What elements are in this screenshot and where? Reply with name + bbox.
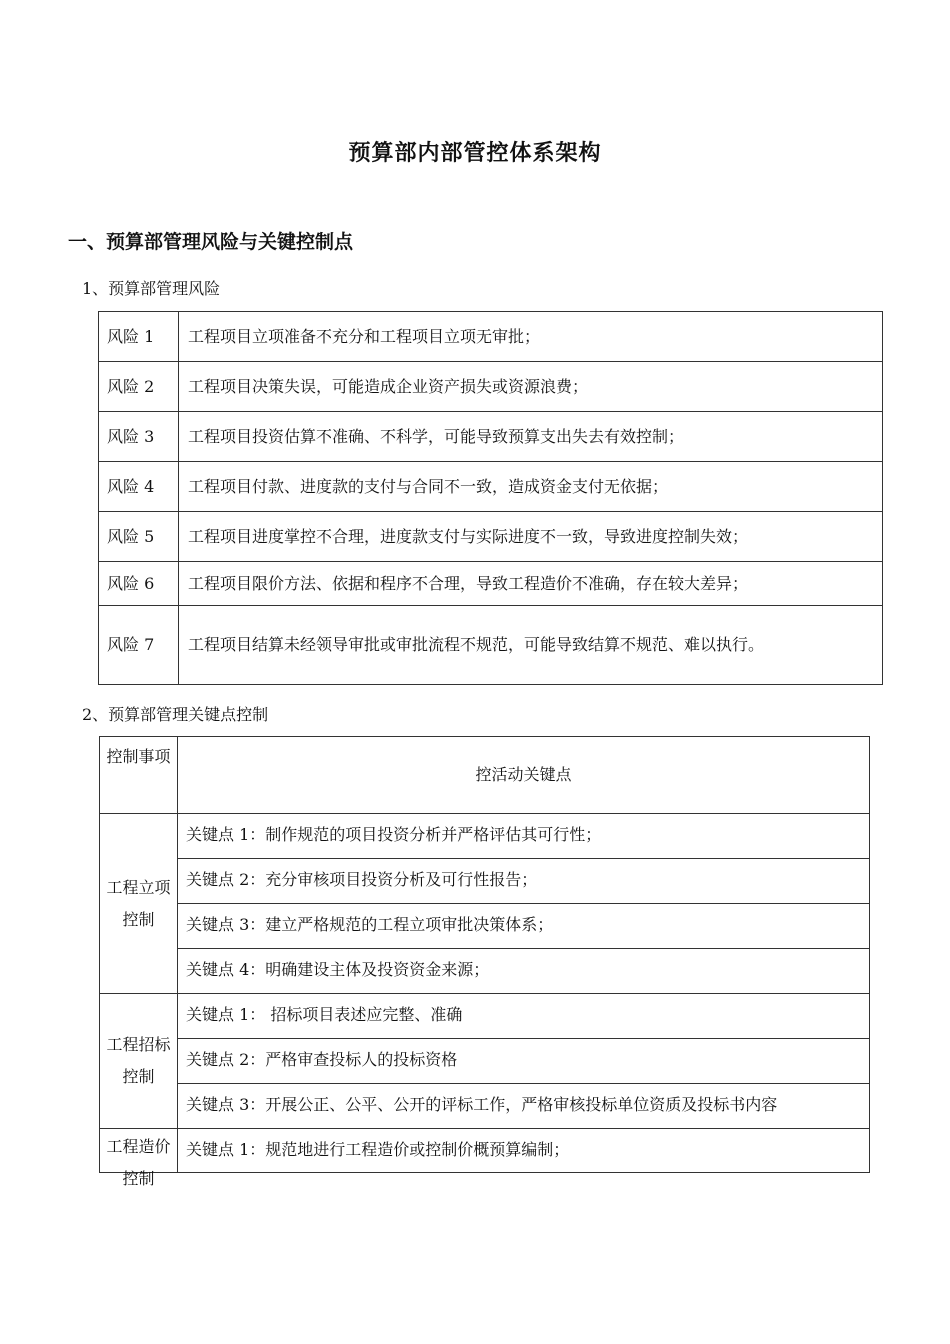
risk-description: 工程项目限价方法、依据和程序不合理，导致工程造价不准确，存在较大差异； <box>179 562 883 606</box>
document-title: 预算部内部管控体系架构 <box>348 141 602 166</box>
risk-description: 工程项目立项准备不充分和工程项目立项无审批； <box>179 312 883 362</box>
risk-row <box>99 412 883 462</box>
table-row <box>100 1129 870 1173</box>
risk-label: 风险 5 <box>99 512 179 562</box>
risk-label: 风险 7 <box>99 606 179 685</box>
risk-label: 风险 4 <box>99 462 179 512</box>
risk-label: 风险 6 <box>99 562 179 606</box>
category-tender-control: 工程招标控制 <box>100 994 178 1129</box>
table-row <box>100 904 870 949</box>
risk-label: 风险 2 <box>99 362 179 412</box>
key-point: 关键点 2：严格审查投标人的投标资格 <box>178 1039 870 1084</box>
key-point: 关键点 1：制作规范的项目投资分析并严格评估其可行性； <box>178 814 870 859</box>
table-row <box>100 994 870 1039</box>
risk-row <box>99 462 883 512</box>
table-row <box>100 859 870 904</box>
risk-description: 工程项目结算未经领导审批或审批流程不规范，可能导致结算不规范、难以执行。 <box>179 606 883 685</box>
header-control-item: 控制事项 <box>100 737 178 814</box>
header-key-points: 控活动关键点 <box>178 737 870 814</box>
table-row <box>100 1084 870 1129</box>
category-text-clipped: 工程造价控制 <box>106 1137 171 1188</box>
key-point <box>178 1084 870 1129</box>
subheading-management-risks: 1、预算部管理风险 <box>82 279 221 298</box>
table-row <box>100 949 870 994</box>
table-row <box>100 814 870 859</box>
risk-description: 工程项目决策失误，可能造成企业资产损失或资源浪费； <box>179 362 883 412</box>
risk-row <box>99 362 883 412</box>
risk-description: 工程项目付款、进度款的支付与合同不一致，造成资金支付无依据； <box>179 462 883 512</box>
risk-table <box>98 311 883 685</box>
key-point: 关键点 2：充分审核项目投资分析及可行性报告； <box>178 859 870 904</box>
key-point: 关键点 3：建立严格规范的工程立项审批决策体系； <box>178 904 870 949</box>
table-row <box>100 1039 870 1084</box>
control-table <box>99 736 870 1188</box>
category-cost-control <box>100 1129 178 1188</box>
risk-row <box>99 312 883 362</box>
risk-label: 风险 1 <box>99 312 179 362</box>
risk-row <box>99 606 883 685</box>
key-point: 关键点 4：明确建设主体及投资资金来源； <box>178 949 870 994</box>
subheading-key-point-control: 2、预算部管理关键点控制 <box>82 705 269 724</box>
risk-row <box>99 512 883 562</box>
risk-row <box>99 562 883 606</box>
section-heading-risk-and-control: 一、预算部管理风险与关键控制点 <box>68 231 354 253</box>
key-point: 关键点 1：规范地进行工程造价或控制价概预算编制； <box>178 1129 870 1173</box>
risk-description: 工程项目进度掌控不合理，进度款支付与实际进度不一致，导致进度控制失效； <box>179 512 883 562</box>
risk-label: 风险 3 <box>99 412 179 462</box>
key-point: 关键点 1： 招标项目表述应完整、准确 <box>178 994 870 1039</box>
risk-description: 工程项目投资估算不准确、不科学，可能导致预算支出失去有效控制； <box>179 412 883 462</box>
key-point-text-clipped: 关键点 3：开展公正、公平、公开的评标工作，严格审核投标单位资质及投标书内容 <box>186 1095 778 1114</box>
control-table-header-row <box>100 737 870 814</box>
category-project-initiation: 工程立项控制 <box>100 814 178 994</box>
